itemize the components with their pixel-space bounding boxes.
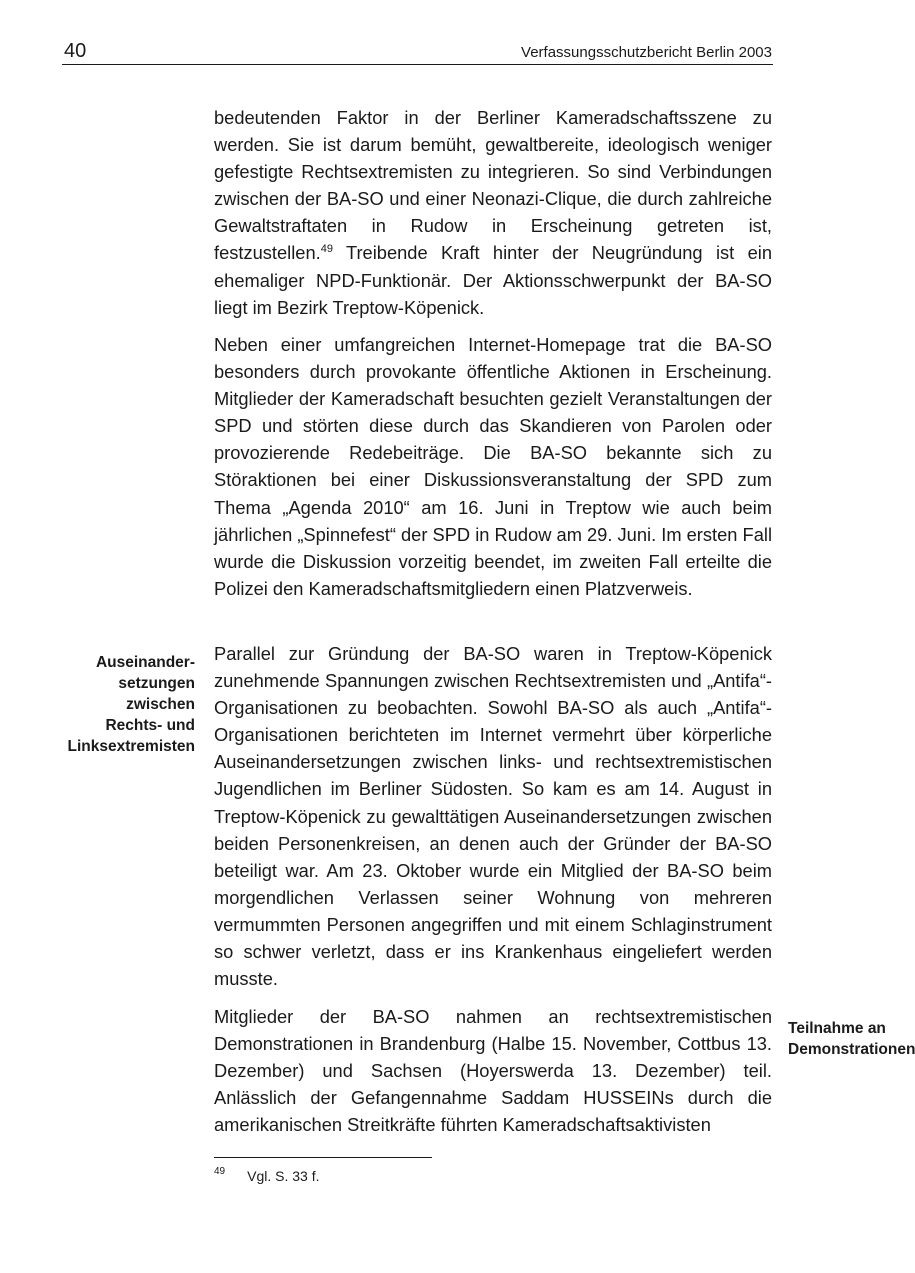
paragraph-1-text-a: bedeutenden Faktor in der Berliner Kameradschaftsszene zu werden. Sie ist darum bemüht, gewaltbereite, ideologisch weniger gefestigte Rechtsextremisten zu integrieren. So sind Verbindungen zwischen der BA-SO und einer Neonazi-Clique, die durch zahlreiche Gewaltstraftaten in Rudow in Erscheinung getreten ist, festzustellen. xyxy=(214,107,772,264)
footnote-number: 49 xyxy=(214,1166,226,1177)
footnote-reference[interactable]: 49 xyxy=(320,243,333,256)
margin-note-line: Linksextremisten xyxy=(67,738,195,755)
header-rule xyxy=(62,64,773,65)
margin-note-left xyxy=(35,652,195,757)
footnote-text: Vgl. S. 33 f. xyxy=(247,1168,320,1184)
paragraph-4: Mitglieder der BA-SO nahmen an rechtsextremistischen Demonstrationen in Brandenburg (Halbe 15. November, Cottbus 13. Dezember) und Sachsen (Hoyerswerda 13. Dezember) teil. Anlässlich der Gefangennahme Saddam HUSSEINs durch die amerikanischen Streitkräfte führten Kameradschaftsaktivisten xyxy=(214,1006,772,1136)
running-title: Verfassungsschutzbericht Berlin 2003 xyxy=(521,44,772,61)
margin-note-line: setzungen xyxy=(118,675,195,692)
margin-note-line: Demonstrationen xyxy=(788,1041,915,1058)
footnote-rule xyxy=(214,1157,432,1158)
page-number: 40 xyxy=(64,40,87,62)
margin-note-line: zwischen xyxy=(126,696,195,713)
paragraph-2: Neben einer umfangreichen Internet-Homepage trat die BA-SO besonders durch provokante öffentliche Aktionen in Erscheinung. Mitglieder der Kameradschaft besuchten gezielt Veranstaltungen der SPD und störten diese durch das Skandieren von Parolen oder provozierende Redebeiträge. Die BA-SO bekannte sich zu Störaktionen bei einer Diskussionsveranstaltung der SPD zum Thema „Agenda 2010“ am 16. Juni in Treptow wie auch beim jährlichen „Spinnefest“ der SPD in Rudow am 29. Juni. Im ersten Fall wurde die Diskussion vorzeitig beendet, im zweiten Fall erteilte die Polizei den Kameradschaftsmitgliedern einen Platzverweis. xyxy=(214,334,772,599)
margin-note-line: Rechts- und xyxy=(105,717,195,734)
paragraph-1 xyxy=(214,104,772,321)
paragraph-3: Parallel zur Gründung der BA-SO waren in Treptow-Köpenick zunehmende Spannungen zwischen Rechtsextremisten und „Antifa“-Organisationen zu beobachten. Sowohl BA-SO als auch „Antifa“-Organisationen berichteten im Internet vermehrt über körperliche Auseinandersetzungen zwischen links- und rechtsextremistischen Jugendlichen im Berliner Südosten. So kam es am 14. August in Treptow-Köpenick zu gewalttätigen Auseinandersetzungen zwischen beiden Personenkreisen, an denen auch der Gründer der BA-SO beteiligt war. Am 23. Oktober wurde ein Mitglied der BA-SO beim morgendlichen Verlassen seiner Wohnung von mehreren vermummten Personen angegriffen und mit einem Schlaginstrument so schwer verletzt, dass er ins Krankenhaus eingeliefert werden musste. xyxy=(214,643,772,990)
margin-note-line: Teilnahme an xyxy=(788,1020,886,1037)
paragraph-1-text-b: Treibende Kraft hinter der Neugründung ist ein ehemaliger NPD-Funktionär. Der Aktionsschwerpunkt der BA-SO liegt im Bezirk Treptow-Köpenick. xyxy=(214,242,772,318)
margin-note-right xyxy=(788,1018,915,1060)
footnote xyxy=(214,1166,320,1184)
margin-note-line: Auseinander- xyxy=(95,654,195,671)
